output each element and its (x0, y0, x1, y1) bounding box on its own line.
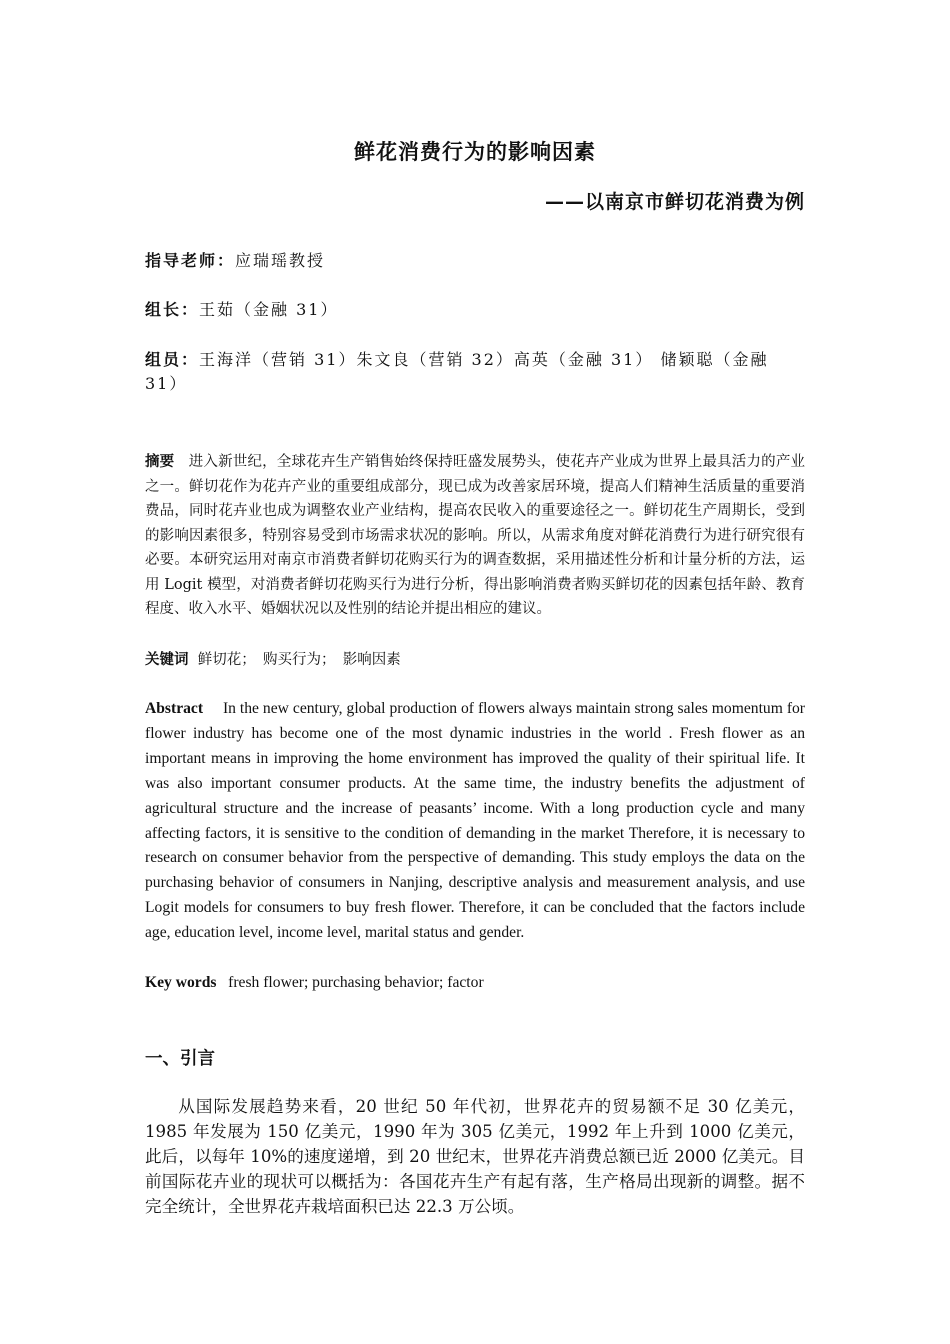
members-line (145, 348, 805, 396)
keywords-en-label: Key words (145, 974, 217, 991)
leader-label: 组长： (145, 300, 200, 319)
members-value: 王海洋（营销 31）朱文良（营销 32）高英（金融 31） 储颖聪（金融 31） (145, 350, 769, 393)
abstract-en (145, 697, 805, 946)
abstract-cn-label: 摘要 (145, 454, 175, 470)
keywords-cn-value: 鲜切花； 购买行为； 影响因素 (197, 652, 401, 668)
keywords-cn-label: 关键词 (145, 652, 189, 668)
members-label: 组员： (145, 350, 200, 369)
section-heading-intro: 一、引言 (145, 1049, 215, 1069)
keywords-en-value: fresh flower; purchasing behavior; factor (228, 974, 484, 991)
advisor-label: 指导老师： (145, 251, 236, 270)
advisor-line (145, 249, 805, 273)
abstract-cn (145, 450, 805, 622)
abstract-en-label: Abstract (145, 700, 204, 717)
leader-line (145, 298, 805, 322)
intro-paragraph: 从国际发展趋势来看，20 世纪 50 年代初，世界花卉的贸易额不足 30 亿美元，1985 年发展为 150 亿美元，1990 年为 305 亿美元，1992 年上升到 1000 亿美元，此后，以每年 10%的速度递增，到 20 世纪末，世界花卉消费总额已近 2000 亿美元。目前国际花卉业的现状可以概括为：各国花卉生产有起有落，生产格局出现新的调整。据不完全统计，全世界花卉栽培面积已达 22.3 万公顷。 (145, 1097, 805, 1216)
keywords-en (145, 971, 805, 996)
leader-value: 王茹（金融 31） (199, 300, 339, 319)
paper-title: 鲜花消费行为的影响因素 (354, 140, 596, 164)
keywords-cn (145, 648, 805, 673)
abstract-cn-text: 进入新世纪，全球花卉生产销售始终保持旺盛发展势头，使花卉产业成为世界上最具活力的产业之一。鲜切花作为花卉产业的重要组成部分，现已成为改善家居环境，提高人们精神生活质量的重要消费品，同时花卉业也成为调整农业产业结构，提高农民收入的重要途径之一。鲜切花生产周期长，受到的影响因素很多，特别容易受到市场需求状况的影响。所以，从需求角度对鲜花消费行为进行研究很有必要。本研究运用对南京市消费者鲜切花购买行为的调查数据，采用描述性分析和计量分析的方法，运用 Logit 模型，对消费者鲜切花购买行为进行分析，得出影响消费者购买鲜切花的因素包括年龄、教育程度、收入水平、婚姻状况以及性别的结论并提出相应的建议。 (145, 454, 806, 617)
abstract-en-text: In the new century, global production of flowers always maintain strong sales momentum for flower industry has become one of the most dynamic industries in the world . Fresh flower as an important means in improving the home environment has improved the quality of their spiritual life. It was also important consumer products. At the same time, the industry benefits the adjustment of agricultural structure and the increase of peasants’ income. With a long production cycle and many affecting factors, it is sensitive to the condition of demanding in the market Therefore, it is necessary to research on consumer behavior from the perspective of demanding. This study employs the data on the purchasing behavior of consumers in Nanjing, descriptive analysis and measurement analysis, and use Logit models for consumers to buy fresh flower. Therefore, it can be concluded that the factors include age, education level, income level, marital status and gender. (145, 700, 805, 942)
advisor-value: 应瑞瑶教授 (235, 251, 326, 270)
paper-subtitle: ——以南京市鲜切花消费为例 (544, 191, 805, 213)
